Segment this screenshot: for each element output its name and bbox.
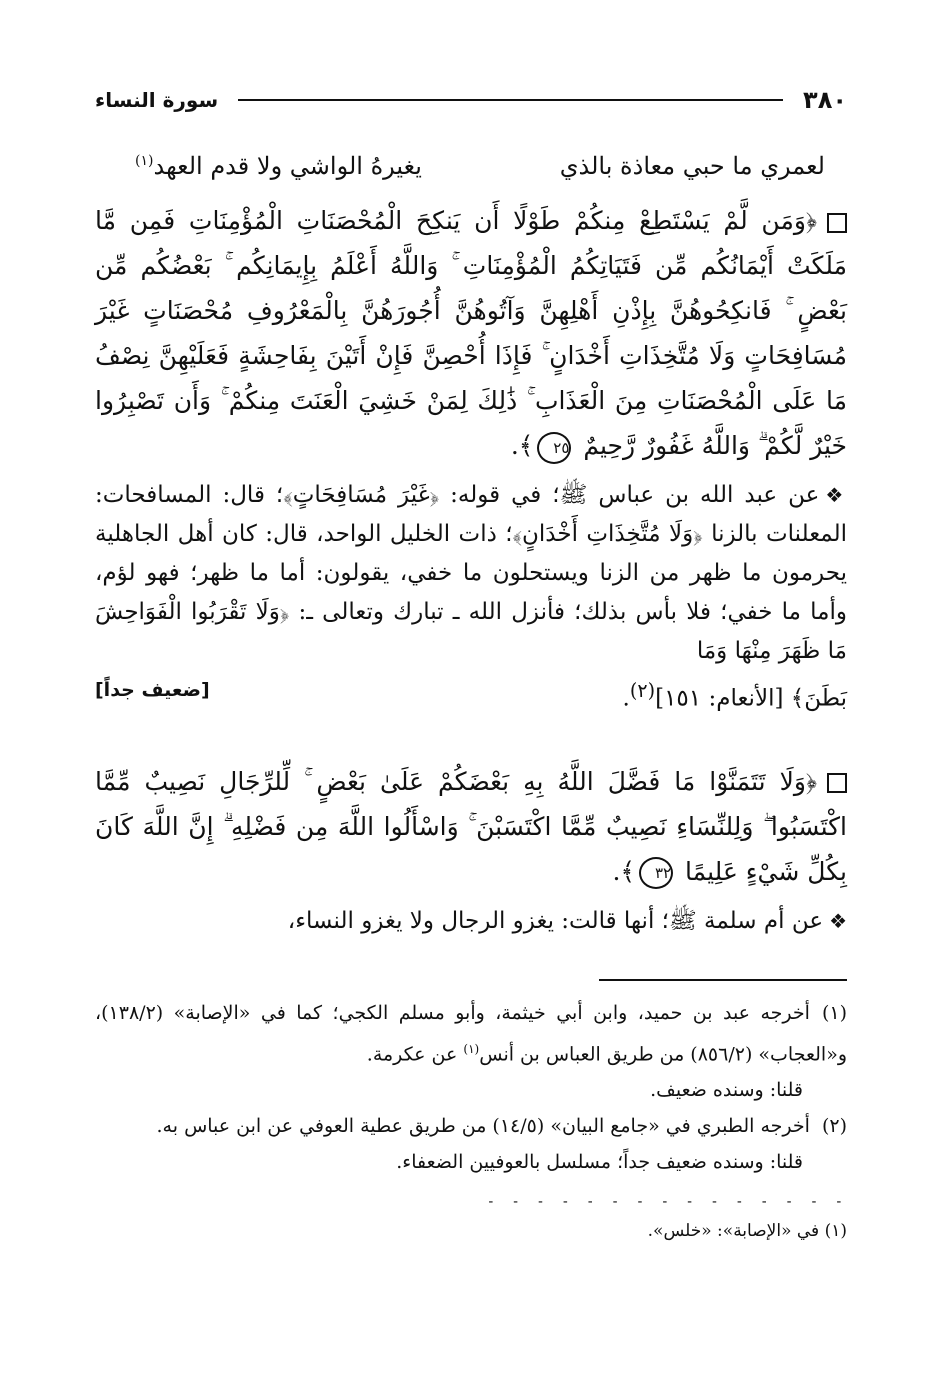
footnote-marker: (٢) <box>629 679 656 702</box>
commentary-last-line: بَطَنَ﴾ [الأنعام: ١٥١] <box>655 685 847 712</box>
commentary-last-line-wrap: بَطَنَ﴾ [الأنعام: ١٥١]$^{(٢)}$. <box>622 679 847 712</box>
ayah-number-badge: ٢٥ <box>537 432 571 464</box>
page-number: ٣٨٠ <box>803 86 847 114</box>
poetry-hemistich-left-wrap <box>135 152 422 180</box>
commentary-1 <box>95 476 847 671</box>
poetry-hemistich-right: لعمري ما حبي معاذة بالذي <box>559 152 825 180</box>
footnote-2 <box>95 1108 847 1180</box>
dashed-separator: - - - - - - - - - - - - - - - <box>486 1193 847 1210</box>
footnote-separator <box>599 979 847 981</box>
sub-footnote-number: (١) <box>824 1220 847 1241</box>
quran-text-2: ﴿وَلَا تَتَمَنَّوْا مَا فَضَّلَ اللَّهُ بِهِ بَعْضَكُمْ عَلَىٰ بَعْضٍ ۚ لِّلرِّجَالِ نَصِيبٌ مِّمَّا اكْتَسَبُوا ۖ وَلِلنِّسَاءِ نَصِيبٌ مِّمَّا اكْتَسَبْنَ ۚ وَاسْأَلُوا اللَّهَ مِن فَضْلِهِ ۗ إِنَّ اللَّهَ كَانَ بِكُلِّ شَيْءٍ عَلِيمًا <box>95 766 847 886</box>
footnote-text-after: عن عكرمة. <box>366 1042 464 1065</box>
header-rule <box>238 99 783 101</box>
running-header <box>95 80 847 120</box>
footnote-1 <box>95 995 847 1108</box>
sub-footnote-text: في «الإصابة»: «خلس». <box>647 1220 820 1241</box>
quran-closing-2: ﴾. <box>612 856 636 886</box>
spacer <box>95 719 847 741</box>
footnote-marker: (١) <box>135 153 154 169</box>
sub-footnote <box>95 1216 847 1246</box>
surah-title: سورة النساء <box>95 88 219 112</box>
ayah-number-badge: ٣٢ <box>639 857 673 889</box>
commentary-text-1: عن عبد الله بن عباس ﷺ؛ في قوله: ﴿غَيْرَ مُسَافِحَاتٍ﴾؛ قال: المسافحات: المعلنات بالزنا ﴿وَلَا مُتَّخِذَاتِ أَخْدَانٍ﴾؛ ذات الخليل الواحد، قال: كان أهل الجاهلية يحرمون ما ظهر من الزنا ويستحلون ما خفي، يقولون: أما ما ظهر؛ فهو لؤم، وأما ما خفي؛ فلا بأس بذلك؛ فأنزل الله ـ تبارك وتعالى ـ: ﴿وَلَا تَقْرَبُوا الْفَوَاحِشَ مَا ظَهَرَ مِنْهَا وَمَا <box>95 482 847 664</box>
diamond-bullet-icon: ❖ <box>829 908 847 933</box>
quran-passage-1 <box>95 198 847 468</box>
commentary-2 <box>95 902 847 941</box>
diamond-bullet-icon: ❖ <box>825 483 847 507</box>
page <box>95 80 847 1246</box>
quran-passage-2 <box>95 759 847 894</box>
footnote-inner-marker: (١) <box>463 1041 480 1056</box>
poetry-hemistich-left: يغيرهُ الواشي ولا قدم العهد <box>153 152 422 180</box>
quran-closing-1: ﴾. <box>510 431 534 460</box>
footnote-note: قلنا: وسنده ضعيف. <box>650 1078 803 1101</box>
square-box-icon <box>827 773 847 793</box>
footnote-text: أخرجه عبد بن حميد، وابن أبي خيثمة، وأبو مسلم الكجي؛ كما في «الإصابة» (١٣٨/٢)، و«العجاب» (٨٥٦/٢) من طريق العباس بن أنس <box>95 1001 847 1065</box>
footnote-number: (١) <box>821 1001 847 1024</box>
hadith-grade: [ضعيف جداً] <box>95 679 210 701</box>
footnote-text: أخرجه الطبري في «جامع البيان» (١٤/٥) من طريق عطية العوفي عن ابن عباس به. <box>156 1114 810 1137</box>
quran-text-1: ﴿وَمَن لَّمْ يَسْتَطِعْ مِنكُمْ طَوْلًا أَن يَنكِحَ الْمُحْصَنَاتِ الْمُؤْمِنَاتِ فَمِن مَّا مَلَكَتْ أَيْمَانُكُم مِّن فَتَيَاتِكُمُ الْمُؤْمِنَاتِ ۚ وَاللَّهُ أَعْلَمُ بِإِيمَانِكُم ۚ بَعْضُكُم مِّن بَعْضٍ ۚ فَانكِحُوهُنَّ بِإِذْنِ أَهْلِهِنَّ وَآتُوهُنَّ أُجُورَهُنَّ بِالْمَعْرُوفِ مُحْصَنَاتٍ غَيْرَ مُسَافِحَاتٍ وَلَا مُتَّخِذَاتِ أَخْدَانٍ ۚ فَإِذَا أُحْصِنَّ فَإِنْ أَتَيْنَ بِفَاحِشَةٍ فَعَلَيْهِنَّ نِصْفُ مَا عَلَى الْمُحْصَنَاتِ مِنَ الْعَذَابِ ۚ ذَٰلِكَ لِمَنْ خَشِيَ الْعَنَتَ مِنكُمْ ۚ وَأَن تَصْبِرُوا خَيْرٌ لَّكُمْ ۗ وَاللَّهُ غَفُورٌ رَّحِيمٌ <box>95 206 847 460</box>
square-box-icon <box>827 213 847 233</box>
commentary-text-2: عن أم سلمة ﷺ؛ أنها قالت: يغزو الرجال ولا يغزو النساء، <box>287 907 824 934</box>
footnote-number: (٢) <box>821 1114 847 1137</box>
grade-line <box>95 671 847 719</box>
footnote-note: قلنا: وسنده ضعيف جداً؛ مسلسل بالعوفيين الضعفاء. <box>396 1150 803 1173</box>
poetry-line <box>95 152 847 180</box>
